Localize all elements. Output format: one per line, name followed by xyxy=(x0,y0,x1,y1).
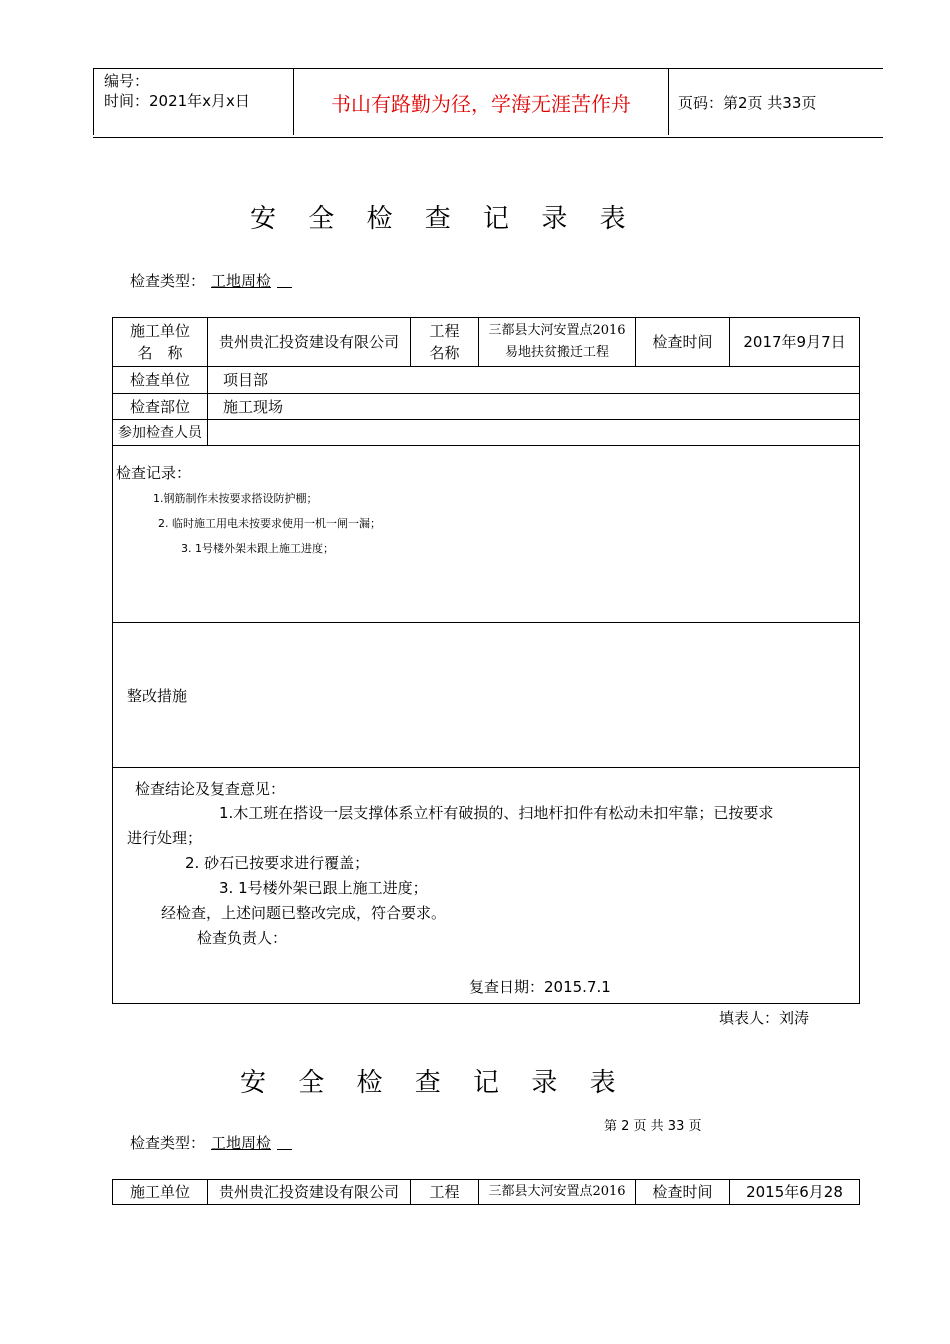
form2-title: 安 全 检 查 记 录 表 xyxy=(240,1068,628,1098)
form1-conclusion-line: 进行处理； xyxy=(127,829,203,847)
header-meta xyxy=(93,69,294,135)
doc-number-label: 编号： xyxy=(104,72,150,90)
form1-conclusion-line: 经检查，上述问题已整改完成，符合要求。 xyxy=(161,904,447,922)
form2-page-note: 第 2 页 共 33 页 xyxy=(604,1119,702,1134)
form1-review-date: 复查日期：2015.7.1 xyxy=(469,978,611,996)
form1-title: 安 全 检 查 记 录 表 xyxy=(250,204,638,234)
form1-type-value: 工地周检 xyxy=(211,272,272,290)
form1-record-section xyxy=(112,445,860,623)
form1-type-label: 检查类型： xyxy=(130,272,206,290)
form2-project-label: 工程 xyxy=(410,1179,479,1205)
form1-check-part-label: 检查部位 xyxy=(112,393,208,420)
form1-conclusion-section xyxy=(112,767,860,1004)
form2-time-label: 检查时间 xyxy=(635,1179,730,1205)
header-page-code: 页码：第2页 共33页 xyxy=(678,93,817,112)
form1-conclusion-label: 检查结论及复查意见： xyxy=(135,780,286,798)
form1-measures-label: 整改措施 xyxy=(127,687,188,705)
form1-type-row xyxy=(130,270,292,291)
form1-project-value: 三都县大河安置点2016 易地扶贫搬迁工程 xyxy=(478,317,636,367)
form1-check-part-value: 施工现场 xyxy=(207,393,860,420)
header-motto: 书山有路勤为径，学海无涯苦作舟 xyxy=(294,69,669,135)
form2-time-value: 2015年6月28 xyxy=(729,1179,860,1205)
form1-inspector-label: 检查负责人： xyxy=(197,929,288,947)
form1-unit-label: 施工单位 名 称 xyxy=(112,317,208,367)
form1-check-unit-label: 检查单位 xyxy=(112,366,208,394)
form1-conclusion-line: 2. 砂石已按要求进行覆盖； xyxy=(185,854,370,872)
form1-time-label: 检查时间 xyxy=(635,317,730,367)
form1-measures-section xyxy=(112,622,860,768)
document-header xyxy=(93,68,883,138)
form1-record-item: 2. 临时施工用电未按要求使用一机一闸一漏； xyxy=(158,517,381,530)
form1-unit-value: 贵州贵汇投资建设有限公司 xyxy=(207,317,411,367)
form1-check-unit-value: 项目部 xyxy=(207,366,860,394)
form1-record-item: 3. 1号楼外架未跟上施工进度； xyxy=(181,542,334,555)
form1-record-item: 1.钢筋制作未按要求搭设防护棚； xyxy=(153,492,318,505)
form2-type-row xyxy=(130,1132,292,1153)
doc-time-label: 时间：2021年x月x日 xyxy=(104,92,250,110)
form1-participants-value xyxy=(207,419,860,446)
form2-type-label: 检查类型： xyxy=(130,1134,206,1152)
form1-filler: 填表人：刘涛 xyxy=(719,1009,810,1027)
form2-unit-label: 施工单位 xyxy=(112,1179,208,1205)
form1-time-value: 2017年9月7日 xyxy=(729,317,860,367)
form1-conclusion-line: 3. 1号楼外架已跟上施工进度； xyxy=(219,879,428,897)
form1-record-label: 检查记录： xyxy=(116,464,192,482)
form1-project-label: 工程 名称 xyxy=(410,317,479,367)
form2-unit-value: 贵州贵汇投资建设有限公司 xyxy=(207,1179,411,1205)
form1-participants-label: 参加检查人员 xyxy=(112,419,208,446)
form2-project-value: 三都县大河安置点2016 xyxy=(478,1179,636,1205)
form2-type-value: 工地周检 xyxy=(211,1134,272,1152)
form1-conclusion-line: 1.木工班在搭设一层支撑体系立杆有破损的、扫地杆扣件有松动未扣牢靠；已按要求 xyxy=(219,804,774,822)
